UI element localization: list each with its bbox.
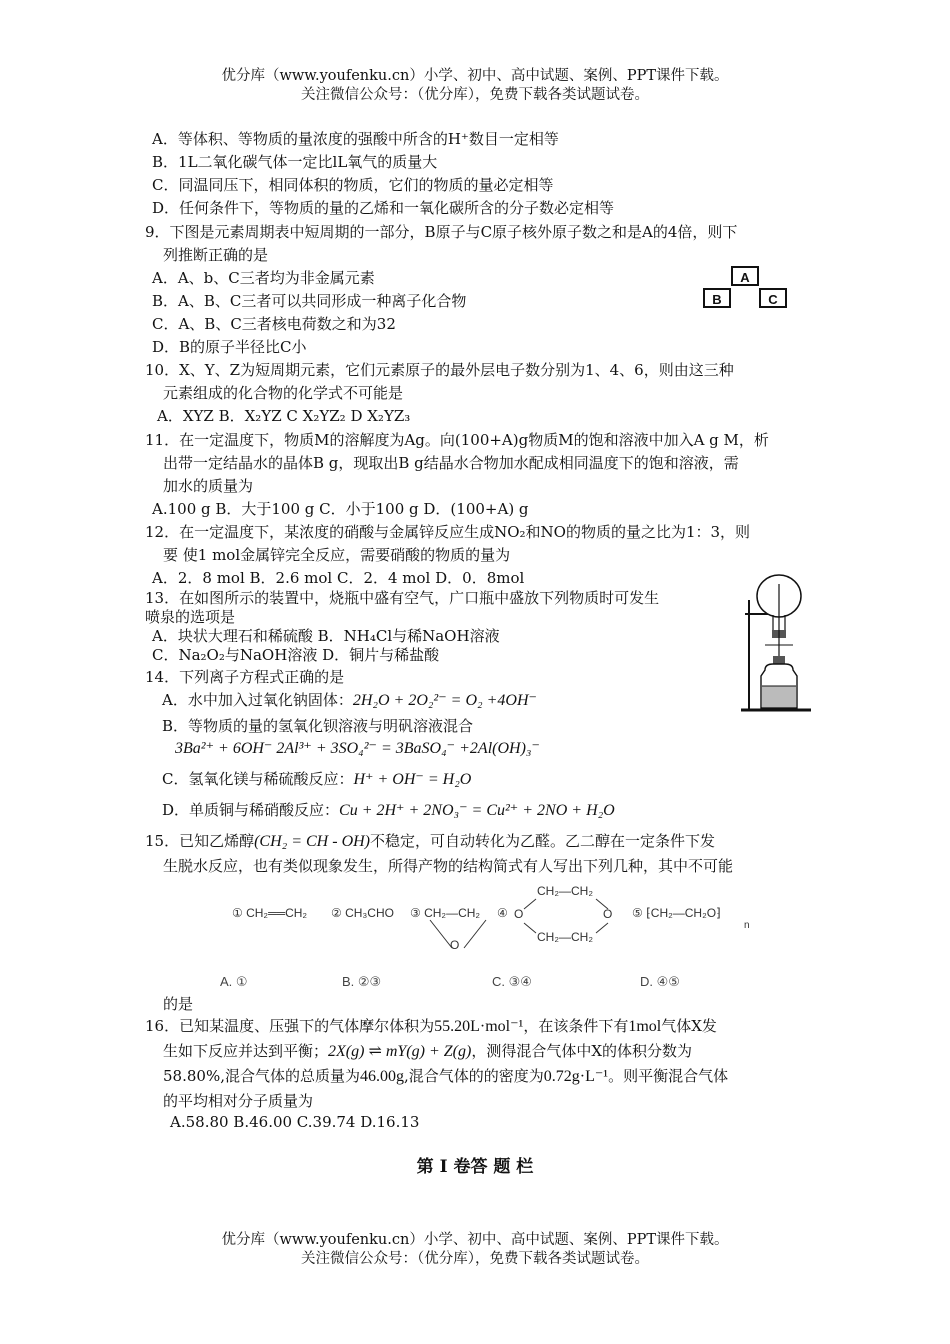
structure-4-oxygen-left: O	[514, 907, 524, 921]
q16-total-mass: 46.00g	[359, 1068, 404, 1085]
q15-stem-1-a: 15．已知乙烯醇	[145, 832, 255, 850]
cell-c: C	[759, 288, 787, 308]
structure-5: ⑤ ⁅CH₂—CH₂O⁆	[632, 906, 721, 920]
q8-option-b: B．1L二氧化碳气体一定比lL氧气的质量大	[152, 153, 438, 171]
q12-stem-2: 要 使1 mol金属锌完全反应，需要硝酸的物质的量为	[163, 546, 511, 564]
q10-stem-1: 10．X、Y、Z为短周期元素，它们元素原子的最外层电子数分别为1、4、6，则由这三种	[145, 361, 734, 379]
q11-stem-1: 11．在一定温度下，物质M的溶解度为Ag。向(100+A)g物质M的饱和溶液中加入A g M，析	[145, 431, 769, 449]
header-line-2: 关注微信公众号：（优分库），免费下载各类试题试卷。	[301, 87, 649, 103]
q14-option-a-text: A．水中加入过氧化钠固体：	[162, 691, 353, 709]
q16-stem-2-b: ，测得混合气体中X的体积分数为	[471, 1042, 692, 1060]
q14-option-d	[162, 800, 615, 821]
cell-a: A	[731, 266, 759, 286]
q16-stem-1	[145, 1016, 717, 1037]
structure-5-subscript: n	[744, 920, 750, 931]
structure-3-oxygen: O	[450, 938, 460, 952]
q14-option-c-text: C．氢氧化镁与稀硫酸反应：	[162, 770, 354, 788]
answer-section-title: 第 I 卷答 题 栏	[416, 1157, 534, 1177]
structure-1: ① CH₂══CH₂	[232, 906, 308, 920]
q15-option-a: A. ①	[220, 974, 248, 989]
q15-option-b: B. ②③	[342, 974, 382, 989]
q14-option-d-equation: Cu + 2H⁺ + 2NO₃⁻ = Cu²⁺ + 2NO + H₂O	[339, 802, 615, 819]
q16-stem-3-a: 58.80%,混合气体的总质量为	[163, 1067, 360, 1085]
q16-density: 0.72g·L⁻¹	[543, 1068, 609, 1085]
q15-option-c: C. ③④	[492, 974, 532, 989]
q9-stem-1: 9．下图是元素周期表中短周期的一部分，B原子与C原子核外原子数之和是A的4倍，则下	[145, 223, 738, 241]
footer-line-2: 关注微信公众号：（优分库），免费下载各类试题试卷。	[301, 1251, 649, 1267]
q16-amount: 1mol	[628, 1018, 662, 1035]
q13-stem-2: 喷泉的选项是	[145, 608, 236, 626]
q14-stem: 14．下列离子方程式正确的是	[145, 668, 345, 686]
q12-stem-1: 12．在一定温度下，某浓度的硝酸与金属锌反应生成NO₂和NO的物质的量之比为1：3，则	[145, 523, 751, 541]
q14-option-a	[162, 690, 537, 711]
q10-options: A．XYZ B．X₂YZ C X₂YZ₂ D X₂YZ₃	[157, 407, 411, 425]
q16-options: A.58.80 B.46.00 C.39.74 D.16.13	[170, 1113, 420, 1131]
q10-stem-2: 元素组成的化合物的化学式不可能是	[163, 384, 404, 402]
q16-stem-2-a: 生如下反应并达到平衡；	[163, 1042, 329, 1060]
q15-stem-1-b: 不稳定，可自动转化为乙醛。乙二醇在一定条件下发	[370, 832, 716, 850]
q16-stem-3-b: ,混合气体的的密度为	[403, 1067, 544, 1085]
q9-option-c: C．A、B、C三者核电荷数之和为32	[152, 315, 396, 333]
q16-stem-1-a: 16．已知某温度、压强下的气体摩尔体积为	[145, 1017, 435, 1035]
q11-options: A.100 g B．大于100 g C．小于100 g D．(100+A) g	[152, 500, 529, 518]
q16-stem-1-c: 气体X发	[661, 1017, 717, 1035]
q15-stem-2: 生脱水反应，也有类似现象发生，所得产物的结构简式有人写出下列几种，其中不可能	[163, 857, 734, 875]
q15-stem-1-equation: (CH₂ = CH - OH)	[254, 833, 370, 850]
q13-options-row-2: C．Na₂O₂与NaOH溶液 D．铜片与稀盐酸	[152, 646, 440, 664]
q16-stem-2	[163, 1041, 692, 1062]
q16-reaction-equation: 2X(g) ⇌ mY(g) + Z(g)	[328, 1043, 472, 1060]
cell-b: B	[703, 288, 731, 308]
q9-stem-2: 列推断正确的是	[163, 246, 269, 264]
q14-option-b-text: B．等物质的量的氢氧化钡溶液与明矾溶液混合	[162, 717, 474, 735]
structure-4-number: ④	[497, 906, 508, 920]
q14-option-c	[162, 769, 471, 790]
q16-stem-4: 的平均相对分子质量为	[163, 1092, 314, 1110]
q14-option-a-equation: 2H₂O + 2O₂²⁻ = O₂ +4OH⁻	[352, 692, 537, 709]
structure-4-ring-lines	[516, 895, 620, 937]
q13-options-row-1: A．块状大理石和稀硫酸 B．NH₄Cl与稀NaOH溶液	[152, 627, 500, 645]
q15-option-d: D. ④⑤	[640, 974, 680, 989]
q9-option-d: D．B的原子半径比C小	[152, 338, 307, 356]
q14-option-d-text: D．单质铜与稀硝酸反应：	[162, 801, 340, 819]
q11-stem-3: 加水的质量为	[163, 477, 254, 495]
q14-option-c-equation: H⁺ + OH⁻ = H₂O	[353, 771, 472, 788]
q9-option-b: B．A、B、C三者可以共同形成一种离子化合物	[152, 292, 467, 310]
structure-2: ② CH₃CHO	[331, 906, 394, 920]
q16-stem-3	[163, 1066, 728, 1087]
q8-option-c: C．同温同压下，相同体积的物质，它们的物质的量必定相等	[152, 176, 554, 194]
header-line-1: 优分库（www.youfenku.cn）小学、初中、高中试题、案例、PPT课件下载。	[221, 68, 729, 84]
q12-options: A．2．8 mol B．2.6 mol C．2．4 mol D．0．8mol	[152, 569, 525, 587]
q15-stem-1	[145, 831, 715, 852]
q16-stem-3-c: 。则平衡混合气体	[608, 1067, 729, 1085]
q16-molar-volume: 55.20L·mol⁻¹	[434, 1018, 524, 1035]
structure-4-top: CH₂—CH₂	[537, 884, 593, 898]
footer-line-1: 优分库（www.youfenku.cn）小学、初中、高中试题、案例、PPT课件下载。	[221, 1232, 729, 1248]
structure-4-oxygen-right: O	[603, 907, 613, 921]
q11-stem-2: 出带一定结晶水的晶体B g，现取出B g结晶水合物加水配成相同温度下的饱和溶液，需	[163, 454, 739, 472]
structure-4-bottom: CH₂—CH₂	[537, 930, 593, 944]
q16-stem-1-b: ，在该条件下有	[523, 1017, 629, 1035]
fountain-apparatus-figure	[735, 570, 815, 715]
q13-stem-1: 13．在如图所示的装置中，烧瓶中盛有空气，广口瓶中盛放下列物质时可发生	[145, 589, 660, 607]
q14-option-b-equation: 3Ba²⁺ + 6OH⁻ 2Al³⁺ + 3SO₄²⁻ = 3BaSO₄⁻ +2Al(OH)₃⁻	[175, 740, 540, 757]
q9-option-a: A．A、b、C三者均为非金属元素	[152, 269, 375, 287]
q15-stem-3: 的是	[163, 995, 194, 1013]
q8-option-d: D．任何条件下，等物质的量的乙烯和一氧化碳所含的分子数必定相等	[152, 199, 615, 217]
q8-option-a: A．等体积、等物质的量浓度的强酸中所含的H⁺数目一定相等	[152, 130, 559, 148]
structure-3-top: ③ CH₂—CH₂	[410, 906, 481, 920]
